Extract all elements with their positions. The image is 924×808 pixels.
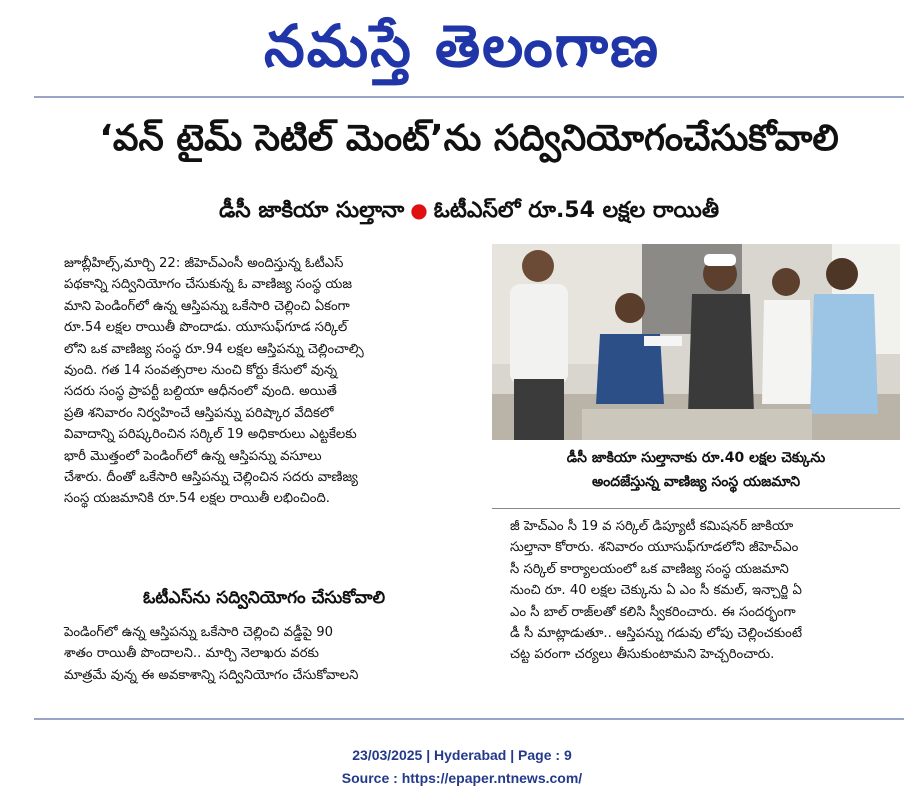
caption-line: అందజేస్తున్న వాణిజ్య సంస్థ యజమాని (591, 474, 801, 490)
footer-source[interactable]: Source : https://epaper.ntnews.com/ (341, 770, 583, 786)
body-line: సుల్తానా కోరారు. శనివారం యూసుఫ్‌గూడలోని జీహెచ్ఎం (510, 540, 799, 556)
subhead (34, 198, 904, 228)
subhead-right: ఓటీఎస్‌లో రూ.54 లక్షల రాయితీ (433, 198, 720, 223)
body-line: శాతం రాయితీ పొందాలని.. మార్చి నెలాఖరు వరకు (64, 646, 319, 662)
crosshead: ఓటీఎస్‌ను సద్వినియోగం చేసుకోవాలి (142, 588, 386, 608)
body-line: పెండింగ్‌లో ఉన్న ఆస్తిపన్ను ఒకేసారి చెల్లించి వడ్డీపై 90 (64, 625, 333, 640)
body-line: మాని పెండింగ్‌లో ఉన్న ఆస్తిపన్ను ఒకేసారి చెల్లించి ఏకంగా (64, 298, 350, 314)
body-line: రూ.54 లక్షల రాయితీ పొందాడు. యూసుఫ్‌గూడ సర్కిల్ (64, 320, 348, 336)
photo-illustration (492, 244, 900, 440)
body-line: జీ హెచ్ఎం సీ 19 వ సర్కిల్ డిప్యూటీ కమిషనర్ జాకియా (510, 519, 794, 534)
body-line: పథకాన్ని సద్వినియోగం చేసుకున్న ఓ వాణిజ్య సంస్థ యజ (64, 277, 353, 293)
body-line: సదరు సంస్థ ప్రాపర్టీ బల్దియా ఆధీనంలో వుంది. అయితే (64, 384, 337, 400)
body-line: ప్రతి శనివారం నిర్వహించే ఆస్తిపన్ను పరిష్కార వేదికలో (64, 405, 334, 421)
photo-caption (492, 446, 900, 504)
body-line: డీ సీ మాట్లాడుతూ.. ఆస్తిపన్ను గడువు లోపు చెల్లించకుంటే (510, 626, 803, 642)
body-line: వుంది. గత 14 సంవత్సరాల నుంచి కోర్టు కేసులో వున్న (64, 363, 338, 379)
body-line: భారీ మొత్తంలో పెండింగ్‌లో ఉన్న ఆస్తిపన్ను వసూలు (64, 448, 322, 464)
body-line: నుంచి రూ. 40 లక్షల చెక్కును ఏ ఎం సీ కమల్, ఇన్చార్జి ఏ (510, 583, 802, 599)
body-line: వివాదాన్ని పరిష్కరించిన సర్కిల్ 19 అధికారులు ఎట్టకేలకు (64, 427, 357, 443)
caption-divider (492, 508, 900, 509)
body-line: సంస్థ యజమానికి రూ.54 లక్షల రాయితీ లభించింది. (64, 491, 330, 507)
body-line: చట్ట పరంగా చర్యలు తీసుకుంటామని హెచ్చరించారు. (510, 647, 775, 663)
body-line: మాత్రమే వున్న ఈ అవకాశాన్ని సద్వినియోగం చేసుకోవాలని (64, 667, 359, 683)
footer (0, 744, 924, 790)
caption-line: డీసీ జాకియా సుల్తానాకు రూ.40 లక్షల చెక్కును (566, 450, 826, 466)
body-line: లోని ఒక వాణిజ్య సంస్థ రూ.94 లక్షల ఆస్తిపన్ను చెల్లించాల్సి (64, 341, 364, 357)
body-line: ఎం సీ బాల్ రాజ్‌లతో కలిసి స్వీకరించారు. ఈ సందర్భంగా (510, 604, 796, 620)
masthead-rule (34, 96, 904, 98)
bullet-icon: ● (410, 198, 428, 222)
masthead (0, 0, 924, 92)
subhead-left: డీసీ జాకియా సుల్తానా (218, 198, 405, 223)
left-column (64, 253, 464, 510)
left-column-continued (64, 622, 464, 686)
body-line: సీ సర్కిల్ కార్యాలయంలో ఒక వాణిజ్య సంస్థ యజమాని (510, 561, 789, 577)
body-line: జూబ్లీహిల్స్,మార్చి 22: జీహెచ్ఎంసీ అందిస్తున్న ఓటీఎస్ (64, 256, 344, 271)
footer-rule (34, 718, 904, 720)
newspaper-title: నమస్తే తెలంగాణ (264, 12, 660, 80)
footer-dateline: 23/03/2025 | Hyderabad | Page : 9 (352, 747, 572, 763)
body-line: చేశారు. దీంతో ఒకేసారి ఆస్తిపన్ను చెల్లించిన సదరు వాణిజ్య (64, 470, 358, 486)
headline: ‘వన్ టైమ్ సెటిల్ మెంట్’ను సద్వినియోగంచేసుకోవాలి (99, 118, 839, 159)
news-photo (492, 244, 900, 440)
right-column (510, 516, 895, 666)
